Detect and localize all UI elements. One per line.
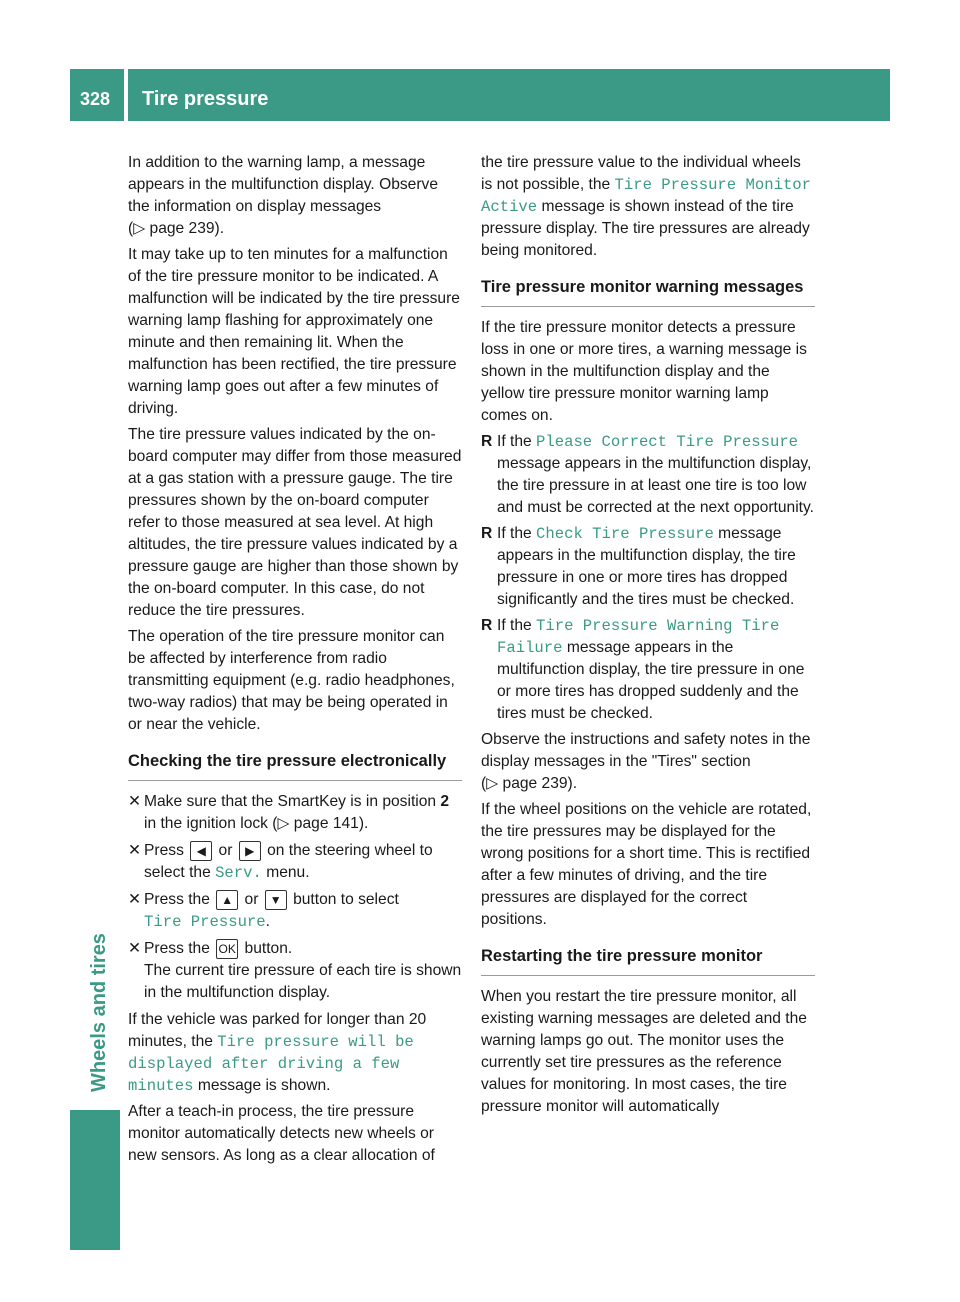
- page-reference[interactable]: (▷ page 239).: [481, 775, 578, 792]
- display-menu-name: Serv.: [215, 864, 262, 882]
- paragraph: It may take up to ten minutes for a malfunction of the tire pressure monitor to be indicated. A malfunction will be indicated by the tire pressure warning lamp flashing for approximately one minute and then remaining lit. When the malfunction has been rectified, the tire pressure warning lamp goes out after a few minutes of driving.: [128, 246, 460, 417]
- paragraph: If the wheel positions on the vehicle are rotated, the tire pressures may be displayed for the wrong positions for a short time. This is rectified after a few minutes of driving, and the tire pressures are displayed for the correct positions.: [481, 801, 812, 928]
- step-item: ✕ Press the OK button. The current tire pressure of each tire is shown in the multifunction display.: [128, 940, 462, 1001]
- right-column: [481, 152, 815, 1122]
- paragraph: In addition to the warning lamp, a message appears in the multifunction display. Observe the information on display messages (▷ page 239).: [128, 154, 439, 237]
- page-reference[interactable]: in the ignition lock (▷ page 141).: [144, 815, 369, 832]
- left-arrow-key-icon: ◀: [190, 841, 212, 861]
- page-title: Tire pressure: [142, 88, 269, 110]
- bullet-icon: R: [481, 617, 493, 634]
- bullet-item: R If the Check Tire Pressure message appears in the multifunction display, the tire pressure in one or more tires has dropped significantly and the tires must be checked.: [481, 525, 796, 608]
- up-arrow-key-icon: ▲: [216, 890, 238, 910]
- section-tab-label: Wheels and tires: [88, 933, 110, 1092]
- right-arrow-key-icon: ▶: [239, 841, 261, 861]
- paragraph: Observe the instructions and safety notes in the display messages in the "Tires" section (▷ page 239).: [481, 731, 811, 792]
- step-arrow-icon: ✕: [128, 891, 142, 908]
- step-arrow-icon: ✕: [128, 793, 142, 810]
- section-heading: Tire pressure monitor warning messages: [481, 276, 815, 307]
- page-number: 328: [80, 89, 111, 109]
- display-message: Tire Pressure Warning Tire Failure: [497, 617, 780, 657]
- paragraph: The tire pressure values indicated by the on-board computer may differ from those measured at a gas station with a pressure gauge. The tire pressures shown by the on-board computer refer to those measured at sea level. At high altitudes, the tire pressure values indicated by a pressure gauge are higher than those shown by the on-board computer. In this case, do not reduce the tire pressures.: [128, 426, 462, 619]
- step-item: ✕ Press the ▲ or ▼ button to select Tire Pressure.: [128, 891, 399, 931]
- paragraph: the tire pressure value to the individual wheels is not possible, the Tire Pressure Monitor Active message is shown instead of the tire pressure display. The tire pressures are already being monitored.: [481, 154, 812, 259]
- header-divider: [124, 69, 128, 121]
- section-heading: Checking the tire pressure electronically: [128, 750, 462, 781]
- bullet-icon: R: [481, 433, 493, 450]
- paragraph: The operation of the tire pressure monitor can be affected by interference from radio transmitting equipment (e.g. radio headphones, two-way radios) that may be being operated in or near the vehicle.: [128, 628, 455, 733]
- step-item: ✕ Press ◀ or ▶ on the steering wheel to select the Serv. menu.: [128, 842, 433, 882]
- bullet-item: R If the Tire Pressure Warning Tire Failure message appears in the multifunction display, the tire pressure in one or more tires has dropped suddenly and the tires must be checked.: [481, 617, 805, 722]
- step-arrow-icon: ✕: [128, 940, 142, 957]
- down-arrow-key-icon: ▼: [265, 890, 287, 910]
- display-menu-item: Tire Pressure: [144, 913, 266, 931]
- section-heading: Restarting the tire pressure monitor: [481, 945, 815, 976]
- bullet-icon: R: [481, 525, 493, 542]
- display-message: Tire pressure will be displayed after driving a few minutes: [128, 1033, 414, 1095]
- step-item: ✕ Make sure that the SmartKey is in position 2 in the ignition lock (▷ page 141).: [128, 793, 450, 832]
- page-reference[interactable]: (▷ page 239).: [128, 220, 225, 237]
- section-tab-block: [70, 1110, 120, 1250]
- display-message: Please Correct Tire Pressure: [536, 433, 799, 451]
- display-message: Check Tire Pressure: [536, 525, 714, 543]
- paragraph: When you restart the tire pressure monitor, all existing warning messages are deleted and the warning lamps go out. The monitor uses the currently set tire pressures as the reference values for monitoring. In most cases, the tire pressure monitor will automatically: [481, 988, 807, 1115]
- left-column: [128, 152, 462, 1171]
- paragraph: If the vehicle was parked for longer than 20 minutes, the Tire pressure will be displayed after driving a few minutes message is shown.: [128, 1011, 427, 1095]
- paragraph: After a teach-in process, the tire pressure monitor automatically detects new wheels or new sensors. As long as a clear allocation of: [128, 1103, 435, 1164]
- paragraph: If the tire pressure monitor detects a pressure loss in one or more tires, a warning message is shown in the multifunction display and the yellow tire pressure monitor warning lamp comes on.: [481, 319, 807, 424]
- display-message: Tire Pressure Monitor Active: [481, 176, 812, 216]
- ok-key-icon: OK: [216, 939, 238, 959]
- step-arrow-icon: ✕: [128, 842, 142, 859]
- bullet-item: R If the Please Correct Tire Pressure message appears in the multifunction display, the tire pressure in at least one tire is too low and must be corrected at the next opportunity.: [481, 433, 814, 516]
